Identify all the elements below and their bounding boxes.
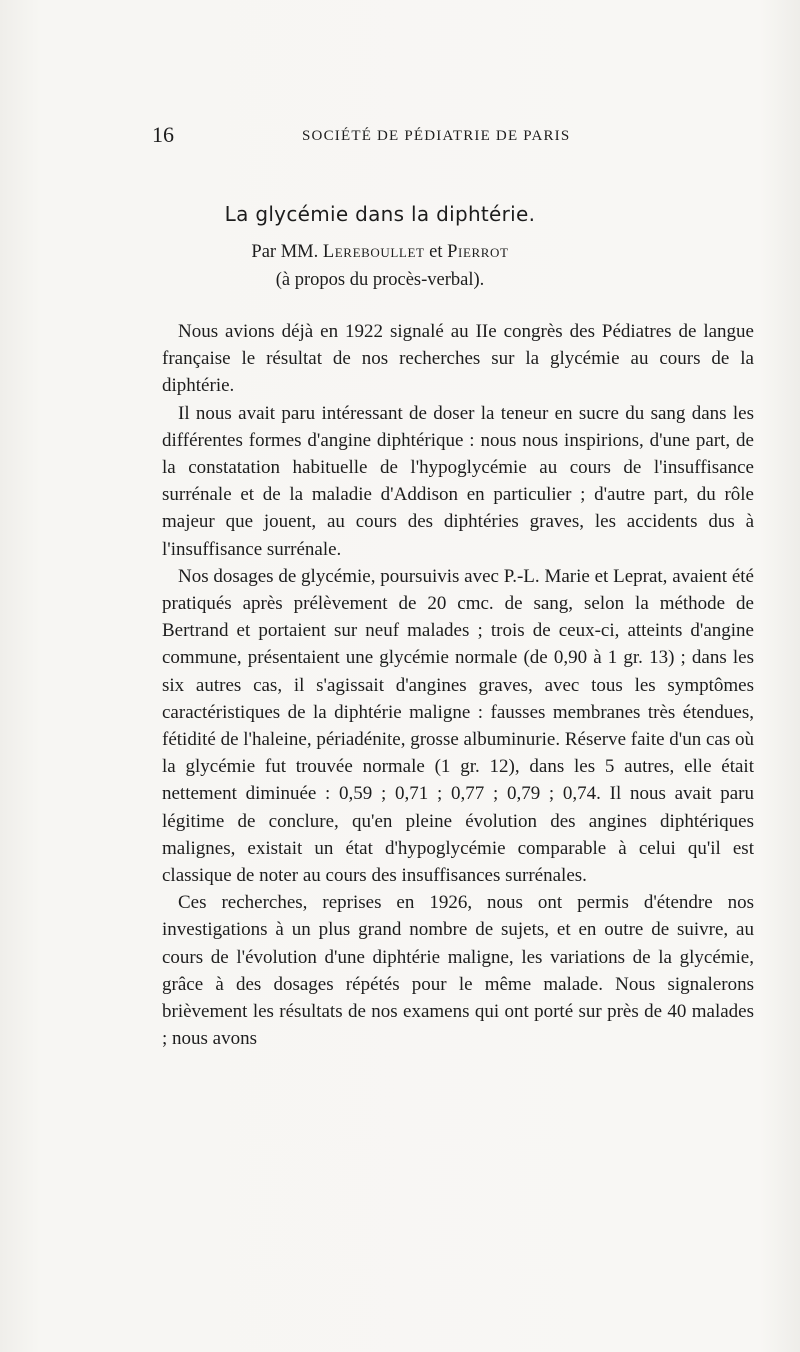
paragraph: Nos dosages de glycémie, poursuivis avec P.-L. Marie et Leprat, avaient été pratiqués après prélèvement de 20 cmc. de sang, selon la méthode de Bertrand et portaient sur neuf malades ; trois de ceux-ci, atteints d'angine commune, présentaient une glycémie normale (de 0,90 à 1 gr. 13) ; dans les six autres cas, il s'agissait d'angines graves, avec tous les symptômes caractéristiques de la diphtérie maligne : fausses membranes très étendues, fétidité de l'haleine, périadénite, grosse albuminurie. Réserve faite d'un cas où la glycémie fut trouvée normale (1 gr. 12), dans les 5 autres, elle était nettement diminuée : 0,59 ; 0,71 ; 0,77 ; 0,79 ; 0,74. Il nous avait paru légitime de conclure, qu'en pleine évolution des angines diphtériques malignes, existait un état d'hypoglycémie comparable à celui qu'il est classique de noter au cours des insuffisances surrénales.: [162, 565, 754, 887]
article-subnote: (à propos du procès-verbal).: [275, 270, 485, 290]
byline-prefix: Par MM.: [251, 242, 323, 262]
article-title: La glycémie dans la diphtérie.: [224, 202, 536, 226]
running-head: [152, 120, 602, 150]
paragraph: Nous avions déjà en 1922 signalé au IIe congrès des Pédiatres de langue française le résultat de nos recherches sur la glycémie au cours de la diphtérie.: [162, 321, 754, 397]
paragraph: Ces recherches, reprises en 1926, nous ont permis d'étendre nos investigations à un plus grand nombre de sujets, et en outre de suivre, au cours de l'évolution d'une diphtérie maligne, les variations de la glycémie, grâce à des dosages répétés pour le même malade. Nous signalerons brièvement les résultats de nos examens qui ont porté sur près de 40 malades ; nous avons: [162, 892, 754, 1050]
body-text: [162, 318, 754, 1052]
journal-name: SOCIÉTÉ DE PÉDIATRIE DE PARIS: [302, 128, 571, 144]
page-number: 16: [152, 122, 174, 147]
author-pierrot: Pierrot: [447, 242, 509, 262]
byline: [0, 238, 760, 266]
paragraph: Il nous avait paru intéressant de doser la teneur en sucre du sang dans les différentes formes d'angine diphtérique : nous nous inspirions, d'une part, de la constatation habituelle de l'hypoglycémie au cours de l'insuffisance surrénale et de la maladie d'Addison en particulier ; d'autre part, du rôle majeur que jouent, au cours des diphtéries graves, les accidents dus à l'insuffisance surrénale.: [162, 402, 754, 560]
author-lereboullet: Lereboullet: [322, 242, 425, 262]
byline-join: et: [424, 242, 448, 262]
